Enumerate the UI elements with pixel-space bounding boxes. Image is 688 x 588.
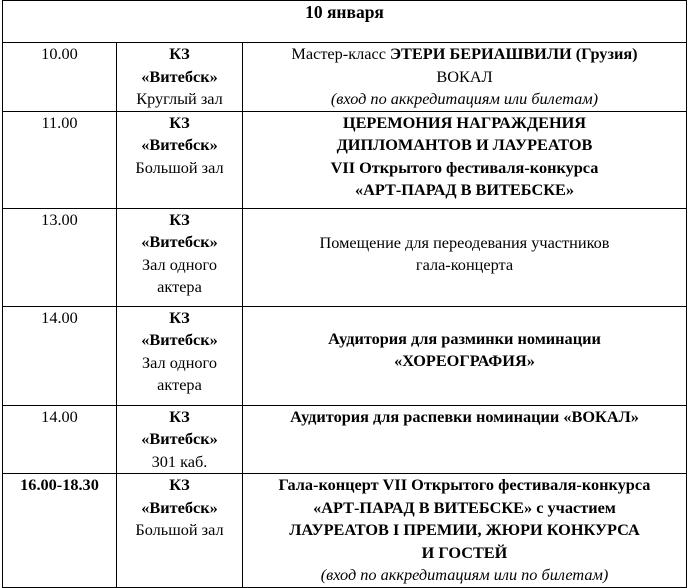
venue-cell [117,306,243,405]
event-line [246,43,683,66]
hall-label: Зал одного [142,352,217,372]
venue-cell [117,208,243,306]
event-text: Мастер-класс [291,44,391,63]
event-line: Аудитория для разминки номинации [328,328,601,348]
time-cell: 13.00 [3,208,117,306]
event-line: Аудитория для распевки номинации «ВОКАЛ» [290,406,639,426]
event-cell [243,43,687,112]
venue-label: «Витебск» [141,429,218,448]
venue-label: КЗ [169,307,190,327]
time-cell: 10.00 [3,43,117,112]
venue-cell [117,405,243,474]
time-cell: 16.00-18.30 [3,474,117,588]
venue-label: «Витебск» [141,232,218,251]
event-line: Помещение для переодевания участников [319,232,610,252]
event-line: ЛАУРЕАТОВ I ПРЕМИИ, ЖЮРИ КОНКУРСА [289,520,640,539]
schedule-row [3,43,687,112]
time-cell: 14.00 [3,405,117,474]
hall-label: Большой зал [135,520,224,539]
event-cell [243,306,687,405]
venue-label: КЗ [169,44,190,63]
event-line: ЦЕРЕМОНИЯ НАГРАЖДЕНИЯ [342,112,587,132]
hall-label: 301 каб. [151,451,208,471]
event-line: VII Открытого фестиваля-конкурса [330,157,599,177]
event-cell [243,405,687,474]
venue-label: КЗ [169,209,190,229]
event-cell [243,208,687,306]
event-line: гала-концерта [415,255,514,274]
event-cell [243,111,687,208]
time-cell: 11.00 [3,111,117,208]
venue-cell [117,111,243,208]
event-line: ДИПЛОМАНТОВ И ЛАУРЕАТОВ [336,135,593,154]
time-cell: 14.00 [3,306,117,405]
event-line: «ХОРЕОГРАФИЯ» [394,351,535,370]
venue-cell [117,474,243,588]
schedule-table [2,0,687,588]
event-line: «АРТ-ПАРАД В ВИТЕБСКЕ» с участием [313,497,616,517]
schedule-row [3,208,687,306]
schedule-row [3,306,687,405]
event-line: ВОКАЛ [436,66,493,86]
schedule-row [3,111,687,208]
title-row [3,1,687,43]
schedule-row [3,474,687,588]
hall-label: актера [157,375,202,394]
event-line: «АРТ-ПАРАД В ВИТЕБСКЕ» [354,180,575,199]
venue-label: КЗ [169,406,190,426]
schedule-row [3,405,687,474]
venue-label: КЗ [169,112,190,132]
venue-label: «Витебск» [141,135,218,154]
day-title: 10 января [3,1,687,43]
event-note: (вход по аккредитациям или по билетам) [320,565,609,584]
hall-label: актера [157,277,202,296]
hall-label: Зал одного [142,254,217,274]
venue-cell [117,43,243,112]
venue-label: «Витебск» [141,330,218,349]
venue-label: «Витебск» [141,66,218,86]
venue-label: «Витебск» [141,497,218,517]
venue-label: КЗ [169,475,190,494]
event-line: И ГОСТЕЙ [421,542,508,562]
event-cell [243,474,687,588]
hall-label: Круглый зал [136,89,223,108]
event-performer: ЭТЕРИ БЕРИАШВИЛИ (Грузия) [390,44,638,63]
event-line: Гала-концерт VII Открытого фестиваля-конкурса [278,475,651,494]
hall-label: Большой зал [135,157,224,177]
event-note: (вход по аккредитациям или билетам) [330,89,599,108]
